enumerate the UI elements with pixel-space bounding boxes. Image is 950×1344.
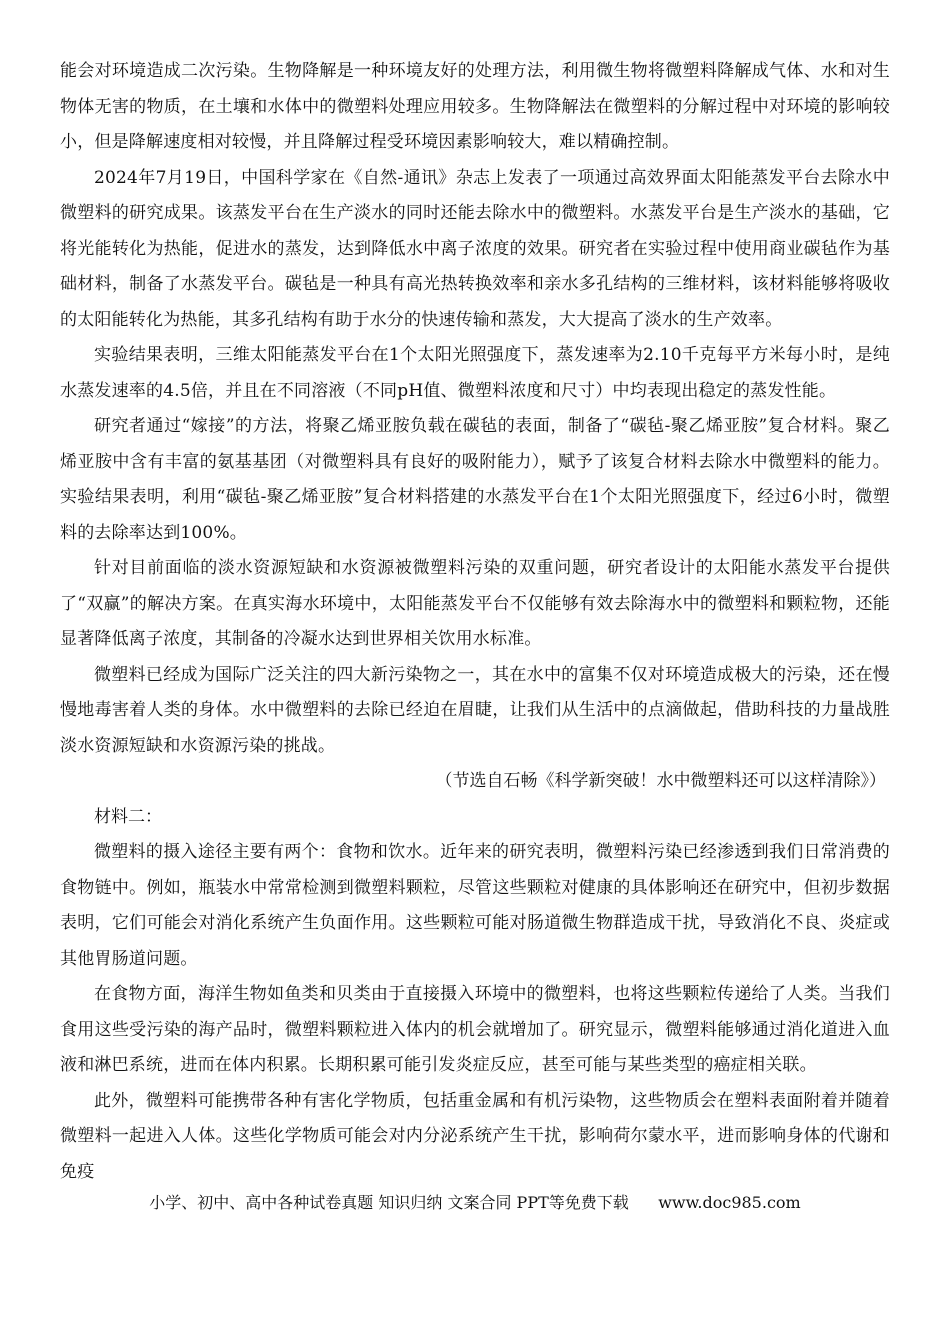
material-two-label: 材料二： (94, 806, 162, 827)
document-body (60, 54, 890, 1190)
paragraph-experiment: 实验结果表明，三维太阳能蒸发平台在1个太阳光照强度下，蒸发速率为2.10千克每平方米每小时，是纯水蒸发速率的4.5倍，并且在不同溶液（不同pH值、微塑料浓度和尺寸）中均表现出稳定的蒸发性能。 (60, 345, 890, 401)
paragraph-continuation: 能会对环境造成二次污染。生物降解是一种环境友好的处理方法，利用微生物将微塑料降解成气体、水和对生物体无害的物质，在土壤和水体中的微塑料处理应用较多。生物降解法在微塑料的分解过程中对环境的影响较小，但是降解速度相对较慢，并且降解过程受环境因素影响较大，难以精确控制。 (60, 61, 890, 152)
paragraph-conclusion: 微塑料已经成为国际广泛关注的四大新污染物之一，其在水中的富集不仅对环境造成极大的污染，还在慢慢地毒害着人类的身体。水中微塑料的去除已经迫在眉睫，让我们从生活中的点滴做起，借助科技的力量战胜淡水资源短缺和水资源污染的挑战。 (60, 664, 890, 756)
paragraph-research-result: 2024年7月19日，中国科学家在《自然-通讯》杂志上发表了一项通过高效界面太阳能蒸发平台去除水中微塑料的研究成果。该蒸发平台在生产淡水的同时还能去除水中的微塑料。水蒸发平台是生产淡水的基础，它将光能转化为热能，促进水的蒸发，达到降低水中离子浓度的效果。研究者在实验过程中使用商业碳毡作为基础材料，制备了水蒸发平台。碳毡是一种具有高光热转换效率和亲水多孔结构的三维材料，该材料能够将吸收的太阳能转化为热能，其多孔结构有助于水分的快速传输和蒸发，大大提高了淡水的生产效率。 (60, 167, 890, 330)
footer-text: 小学、初中、高中各种试卷真题 知识归纳 文案合同 PPT等免费下载 (149, 1193, 629, 1212)
paragraph-grafting: 研究者通过“嫁接”的方法，将聚乙烯亚胺负载在碳毡的表面，制备了“碳毡-聚乙烯亚胺”复合材料。聚乙烯亚胺中含有丰富的氨基基团（对微塑料具有良好的吸附能力），赋予了该复合材料去除水中微塑料的能力。实验结果表明，利用“碳毡-聚乙烯亚胺”复合材料搭建的水蒸发平台在1个太阳光照强度下，经过6小时，微塑料的去除率达到100%。 (60, 416, 890, 543)
material-two-paragraph-food: 在食物方面，海洋生物如鱼类和贝类由于直接摄入环境中的微塑料，也将这些颗粒传递给了人类。当我们食用这些受污染的海产品时，微塑料颗粒进入体内的机会就增加了。研究显示，微塑料能够通过消化道进入血液和淋巴系统，进而在体内积累。长期积累可能引发炎症反应，甚至可能与某些类型的癌症相关联。 (60, 984, 890, 1075)
footer-url[interactable]: www.doc985.com (658, 1193, 801, 1212)
page-footer (0, 1190, 950, 1213)
paragraph-solution: 针对目前面临的淡水资源短缺和水资源被微塑料污染的双重问题，研究者设计的太阳能水蒸发平台提供了“双赢”的解决方案。在真实海水环境中，太阳能蒸发平台不仅能够有效去除海水中的微塑料和颗粒物，还能显著降低离子浓度，其制备的冷凝水达到世界相关饮用水标准。 (60, 558, 890, 649)
source-citation: （节选自石畅《科学新突破！水中微塑料还可以这样清除》） (435, 771, 886, 791)
material-two-paragraph-chemicals: 此外，微塑料可能携带各种有害化学物质，包括重金属和有机污染物，这些物质会在塑料表面附着并随着微塑料一起进入人体。这些化学物质可能会对内分泌系统产生干扰，影响荷尔蒙水平，进而影响身体的代谢和免疫 (60, 1090, 890, 1182)
material-two-paragraph-intake: 微塑料的摄入途径主要有两个：食物和饮水。近年来的研究表明，微塑料污染已经渗透到我们日常消费的食物链中。例如，瓶装水中常常检测到微塑料颗粒，尽管这些颗粒对健康的具体影响还在研究中，但初步数据表明，它们可能会对消化系统产生负面作用。这些颗粒可能对肠道微生物群造成干扰，导致消化不良、炎症或其他胃肠道问题。 (60, 842, 890, 969)
